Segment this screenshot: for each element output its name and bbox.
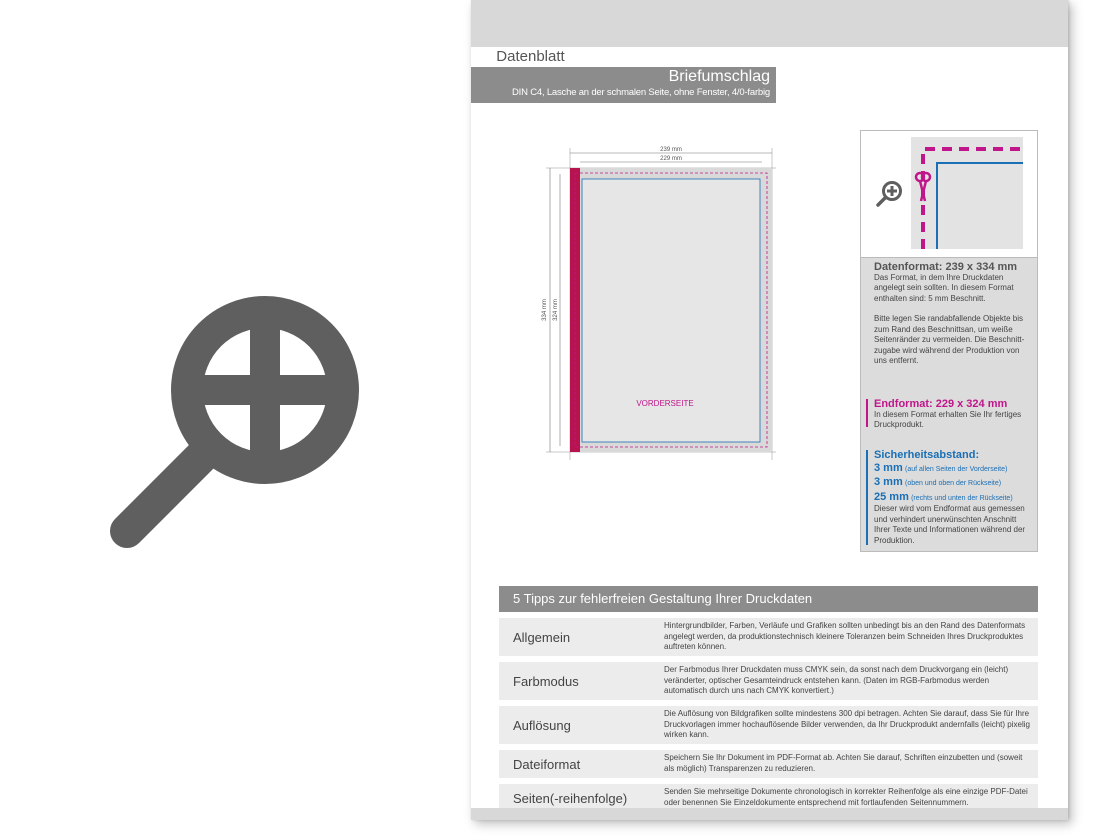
sicherheit-note-3: (rechts und unten der Rückseite) bbox=[911, 494, 1013, 502]
tip-text: Senden Sie mehrseitige Dokumente chronologisch in korrekter Reihenfolge als eine einzige PDF-Datei oder benennen Sie Einzeldokumente entsprechend mit fortlaufenden Seitennummern. bbox=[664, 787, 1028, 807]
tip-label: Farbmodus bbox=[513, 673, 579, 689]
tip-label: Dateiformat bbox=[513, 756, 581, 772]
product-title: Briefumschlag bbox=[668, 68, 770, 85]
tips-table bbox=[499, 586, 1038, 812]
tip-row bbox=[499, 618, 1038, 656]
sicherheit-text: Dieser wird vom Endformat aus gemessen und verhindert unerwünschten Anschnitt Ihrer Texte und Informationen während der Produktion. bbox=[874, 504, 1026, 545]
tip-label: Allgemein bbox=[513, 629, 571, 645]
page-bottom-band bbox=[471, 808, 1068, 820]
sicherheit-note-1: (auf allen Seiten der Vorderseite) bbox=[904, 465, 1008, 473]
tip-text: Speichern Sie Ihr Dokument im PDF-Format ab. Achten Sie darauf, Schriften einzubetten und (soweit als möglich) Transparenzen zu reduzieren. bbox=[664, 753, 1023, 773]
datasheet-tab: Datenblatt bbox=[471, 47, 590, 67]
endformat-marker bbox=[866, 399, 868, 427]
height-outer-label: 334 mm bbox=[542, 299, 548, 321]
tip-row bbox=[499, 662, 1038, 700]
tip-row bbox=[499, 706, 1038, 744]
product-subtitle: DIN C4, Lasche an der schmalen Seite, ohne Fenster, 4/0-farbig bbox=[512, 87, 770, 98]
tip-row bbox=[499, 750, 1038, 778]
sicherheit-section bbox=[874, 450, 1032, 546]
sicherheit-value-2: 3 mm bbox=[874, 476, 903, 488]
tip-text: Hintergrundbilder, Farben, Verläufe und Grafiken sollten unbedingt bis an den Rand des Datenformats angelegt werden, da produktionstechnisch kleinere Toleranzen beim Schneiden Ihres Druckproduktes auftreten können. bbox=[664, 621, 1026, 651]
datenformat-text: Das Format, in dem Ihre Druckdaten angelegt sein sollten. In diesem Format enthalten sind: 5 mm Beschnitt. bbox=[874, 272, 1014, 303]
tip-label: Seiten(-reihenfolge) bbox=[513, 790, 628, 806]
sicherheit-note-2: (oben und oben der Rückseite) bbox=[904, 480, 1002, 487]
sicherheit-value-3: 25 mm bbox=[874, 490, 909, 503]
datasheet-page bbox=[471, 0, 1068, 820]
tips-heading: 5 Tipps zur fehlerfreien Gestaltung Ihrer Druckdaten bbox=[499, 586, 1038, 612]
height-inner-label: 324 mm bbox=[553, 299, 559, 321]
corner-detail-graphic bbox=[911, 137, 1023, 249]
title-band bbox=[471, 67, 776, 103]
envelope-drawing bbox=[536, 140, 786, 475]
endformat-title: Endformat: 229 x 324 mm bbox=[874, 398, 1008, 410]
format-info-box bbox=[860, 130, 1038, 552]
page-top-band bbox=[471, 0, 1068, 47]
datenformat-text-2: Bitte legen Sie randabfallende Objekte bis zum Rand des Beschnittsan, um weiße Seitenränder zu vermeiden. Die Beschnitt-zugabe wird während der Produktion von uns entfernt. bbox=[874, 314, 1025, 365]
corner-detail-panel bbox=[861, 131, 1037, 258]
sicherheit-marker bbox=[866, 450, 868, 545]
endformat-text: In diesem Format erhalten Sie Ihr fertiges Druckprodukt. bbox=[874, 409, 1022, 429]
width-outer-label: 239 mm bbox=[660, 147, 682, 153]
zoom-in-icon[interactable] bbox=[105, 295, 360, 550]
tip-label: Auflösung bbox=[513, 717, 571, 733]
datenformat-section bbox=[874, 262, 1032, 367]
tip-text: Die Auflösung von Bildgrafiken sollte mindestens 300 dpi betragen. Achten Sie darauf, dass Sie für Ihre Druckvorlagen immer hochauflösende Bilder verwenden, da Ihr Druckprodukt andernfalls (leicht) pixelig wirken kann. bbox=[664, 709, 1030, 739]
tip-text: Der Farbmodus Ihrer Druckdaten muss CMYK sein, da sonst nach dem Druckvorgang ein (leicht) veränderter, optischer Gesamteindruck entstehen kann. (Daten im RGB-Farbmodus werden automatisch durch uns nach CMYK konvertiert.) bbox=[664, 665, 1009, 695]
sicherheit-title: Sicherheitsabstand: bbox=[874, 449, 980, 461]
sicherheit-value-1: 3 mm bbox=[874, 461, 903, 474]
zoom-in-icon[interactable] bbox=[874, 179, 904, 209]
datenformat-title: Datenformat: 239 x 334 mm bbox=[874, 261, 1018, 273]
endformat-section bbox=[874, 399, 1032, 431]
width-inner-label: 229 mm bbox=[660, 156, 682, 162]
vorderseite-label: VORDERSEITE bbox=[636, 399, 694, 408]
